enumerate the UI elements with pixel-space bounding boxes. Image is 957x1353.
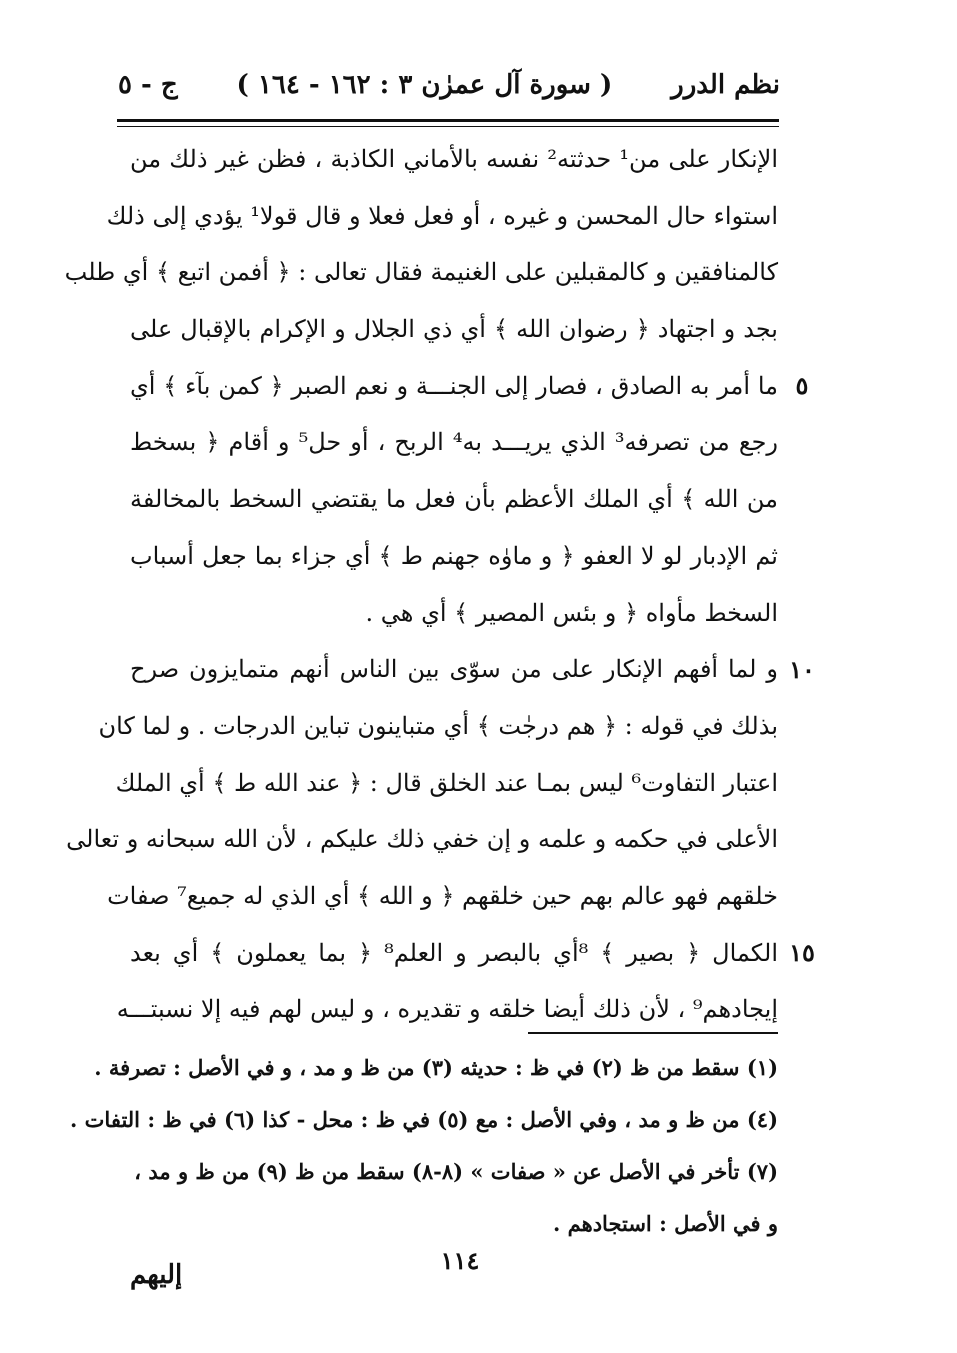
text-line: اعتبار التفاوت⁶ ليس بمـا عند الخلق قال : ﴿ عند الله ط ﴾ أي الملك xyxy=(115,768,778,797)
header-rule-thin xyxy=(117,126,779,127)
text-line: إيجادهم⁹ ، لأن ذلك أيضا خلقه و تقديره ، و ليس لهم فيه إلا نسبتـــه xyxy=(116,995,778,1024)
text-line: ثم الإدبار لو لا العفو ﴿ و ماوٰه جهنم ط ﴾ أي جزاء بما جعل أسباب xyxy=(130,541,778,570)
volume-label: ج - ٥ xyxy=(118,70,178,100)
footnote-line: (٤) من ظ و مد ، وفي الأصل : مع (٥) في ظ : محل - كذا (٦) في ظ : التفات . xyxy=(70,1107,778,1132)
surah-reference: ( سورة آل عمرٰن ٣ : ١٦٢ - ١٦٤ ) xyxy=(236,70,613,100)
text-line: خلقهم فهو عالم بهم حين خلقهم ﴿ و الله ﴾ أي الذي له جميع⁷ صفات xyxy=(107,881,778,910)
catchword: إليهم xyxy=(130,1260,183,1290)
text-line: من الله ﴾ أي الملك الأعظم بأن فعل ما يقتضي السخط بالمخالفة xyxy=(130,485,778,514)
line-number-5: ٥ xyxy=(795,371,809,400)
book-title: نظم الدرر xyxy=(671,70,780,100)
line-number-15: ١٥ xyxy=(789,938,815,967)
text-line: كالمنافقين و كالمقبلين على الغنيمة فقال تعالى : ﴿ أفمن اتبع ﴾ أي طلب xyxy=(64,258,778,287)
text-line: ما أمر به الصادق ، فصار إلى الجنـــة و نعم الصبر ﴿ كمن بآء ﴾ أي xyxy=(130,371,778,400)
text-line: السخط مأواه ﴿ و بئس المصير ﴾ أي هي . xyxy=(365,598,778,627)
text-line: الأعلى في حكمه و علمه و إن خفي ذلك عليكم ، لأن الله سبحانه و تعالى xyxy=(66,825,778,854)
footnote-line: (١) سقط من ظ (٢) في ظ : حديثه (٣) من ظ و مد ، و في الأصل : تصرفة . xyxy=(94,1055,778,1080)
footnote-line: (٧) تأخر في الأصل عن « صفات » (٨-٨) سقط من ظ (٩) من ظ و مد ، xyxy=(134,1159,778,1184)
header-rule-thick xyxy=(117,119,779,122)
footnote-rule xyxy=(528,1032,778,1034)
running-header xyxy=(118,62,780,108)
text-line: بذلك في قوله : ﴿ هم درجٰت ﴾ أي متباينون تباين الدرجات . و لما كان xyxy=(98,711,778,740)
footnotes xyxy=(70,1042,778,1250)
footnote-line: و في الأصل : استجادهم . xyxy=(553,1211,778,1236)
text-line: و لما أفهم الإنكار على من سوّى بين الناس أنهم متمايزون صرح xyxy=(130,655,778,684)
text-line: الإنكار على من¹ حدثته² نفسه بالأماني الكاذبة ، فظن غير ذلك من xyxy=(130,145,778,173)
text-line: رجع من تصرفه³ الذي يريـــد به⁴ الربح ، أو حل⁵ و أقام ﴿ بسخط xyxy=(130,428,779,457)
text-line: بجد و اجتهاد ﴿ رضوان الله ﴾ أي ذي الجلال و الإكرام بالإقبال على xyxy=(130,315,778,344)
text-line: الكمال ﴿ بصير ﴾ ⁸أي بالبصر و العلم⁸ ﴿ بما يعملون ﴾ أي بعد xyxy=(130,938,778,967)
page-number: ١١٤ xyxy=(440,1246,480,1275)
text-line: استواء حال المحسن و غيره ، أو فعل فعلا و قال قولا¹ يؤدي إلى ذلك xyxy=(106,201,778,230)
line-number-10: ١٠ xyxy=(789,655,815,684)
main-text xyxy=(64,131,779,1038)
